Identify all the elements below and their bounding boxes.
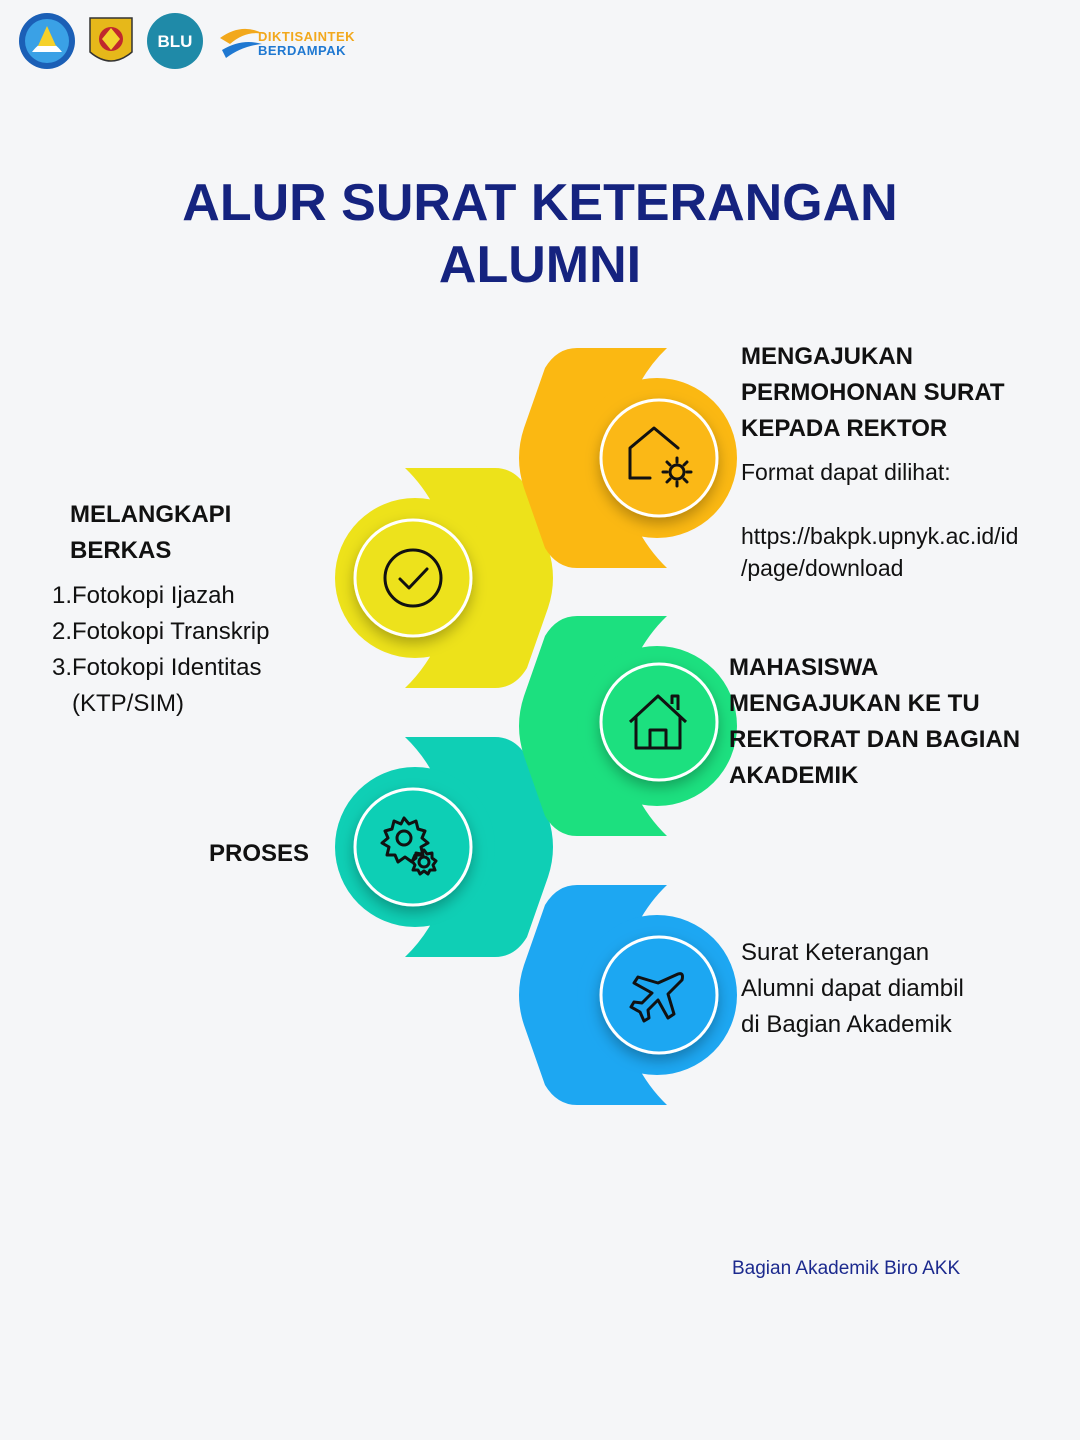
step-1-heading xyxy=(741,339,1005,447)
step-4-shape xyxy=(335,737,553,957)
step-3-heading-line: REKTORAT DAN BAGIAN xyxy=(729,726,1021,753)
step-2-shape xyxy=(335,468,553,688)
step-3-heading xyxy=(729,650,1020,794)
step-2-heading xyxy=(70,497,231,569)
page-title-line2: ALUMNI xyxy=(438,236,642,294)
step-5-body-line: Alumni dapat diambil xyxy=(741,975,964,1002)
step-1-heading-line: PERMOHONAN SURAT xyxy=(741,379,1005,406)
diktisaintek-line2: BERDAMPAK xyxy=(258,43,347,58)
step-1-link[interactable]: https://bakpk.upnyk.ac.id/id xyxy=(741,523,1019,549)
step-1-body xyxy=(741,456,1018,584)
footer-credit: Bagian Akademik Biro AKK xyxy=(732,1258,961,1279)
step-2-document-list xyxy=(46,578,269,722)
diktisaintek-line1: DIKTISAINTEK xyxy=(258,29,355,44)
step-4-heading-line: PROSES xyxy=(209,840,310,867)
list-item: 3. Fotokopi Identitas xyxy=(51,654,262,681)
step-1-heading-line: KEPADA REKTOR xyxy=(741,415,948,442)
step-5-body-line: di Bagian Akademik xyxy=(741,1011,952,1038)
step-1-format-label: Format dapat dilihat: xyxy=(741,459,951,485)
blu-label: BLU xyxy=(157,32,193,51)
list-item: (KTP/SIM) xyxy=(72,690,184,717)
step-2-heading-line: MELANGKAPI xyxy=(70,501,232,528)
step-1-heading-line: MENGAJUKAN xyxy=(741,343,914,370)
step-5-body xyxy=(741,935,964,1043)
step-4-heading xyxy=(209,836,309,872)
page-title-line1: ALUR SURAT KETERANGAN xyxy=(182,174,898,232)
list-item: 1. Fotokopi Ijazah xyxy=(51,582,235,609)
step-5-shape xyxy=(519,885,737,1105)
step-1-shape xyxy=(519,348,737,568)
step-3-shape xyxy=(519,616,737,836)
step-2-heading-line: BERKAS xyxy=(70,537,172,564)
step-5-body-line: Surat Keterangan xyxy=(741,939,930,966)
step-3-heading-line: MAHASISWA xyxy=(729,654,879,681)
list-item: 2. Fotokopi Transkrip xyxy=(51,618,270,645)
step-3-heading-line: AKADEMIK xyxy=(729,762,859,789)
step-1-link-cont[interactable]: /page/download xyxy=(741,555,904,581)
step-3-heading-line: MENGAJUKAN KE TU xyxy=(729,690,980,717)
